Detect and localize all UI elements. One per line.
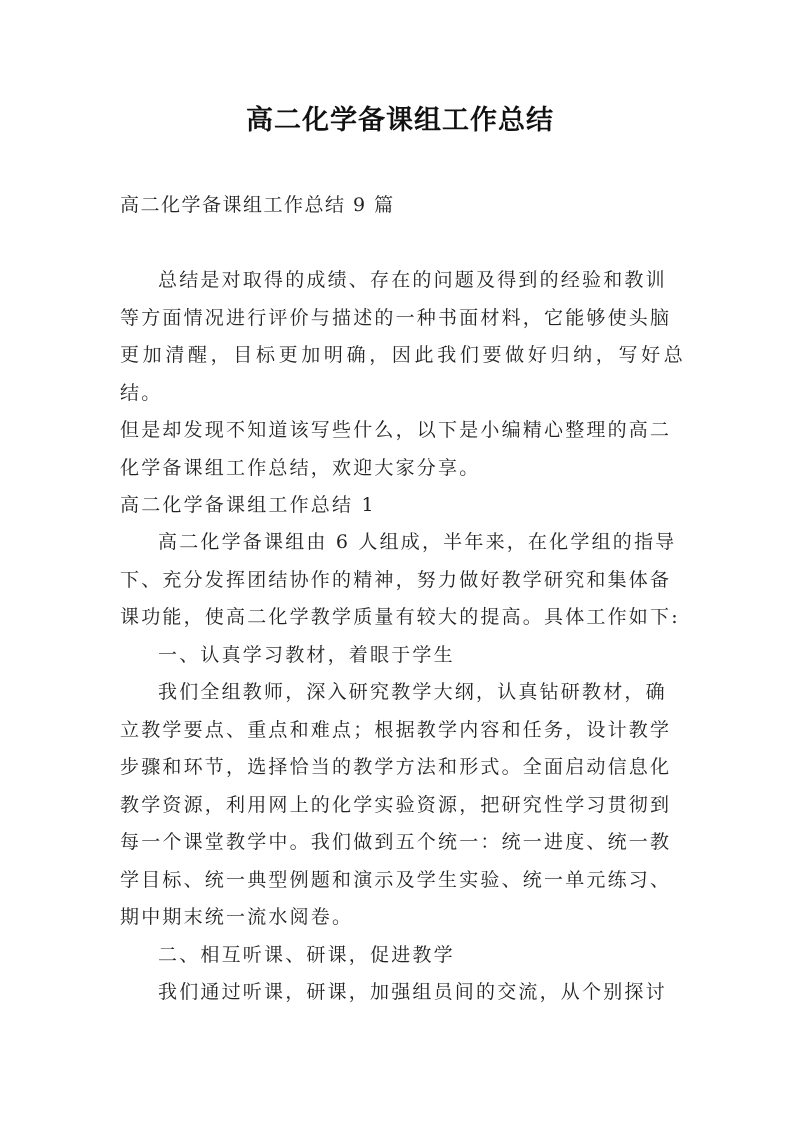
- intro-line: 更加清醒，目标更加明确，因此我们要做好归纳，写好总结。: [120, 344, 685, 404]
- section-1-heading: 高二化学备课组工作总结 1: [120, 494, 376, 516]
- paragraph-line: 期中期末统一流水阅卷。: [120, 906, 354, 928]
- paragraph-line: 教学资源，利用网上的化学实验资源，把研究性学习贯彻到: [120, 793, 672, 816]
- intro-paragraph: [120, 262, 685, 487]
- intro-line: 总结是对取得的成绩、存在的问题及得到的经验和教训: [158, 269, 667, 291]
- paragraph-line: 步骤和环节，选择恰当的教学方法和形式。全面启动信息化: [120, 756, 672, 778]
- paragraph-line: 每一个课堂教学中。我们做到五个统一：统一进度、统一教: [120, 831, 672, 853]
- point-1-heading: 一、认真学习教材，着眼于学生: [158, 643, 455, 666]
- paragraph-line: 我们全组教师，深入研究教学大纲，认真钻研教材，确: [158, 681, 667, 703]
- paragraph-line: 立教学要点、重点和难点；根据教学内容和任务，设计教学: [120, 718, 672, 741]
- intro-line: 化学备课组工作总结，欢迎大家分享。: [120, 456, 481, 479]
- paragraph-line: 我们通过听课，研课，加强组员间的交流，从个别探讨: [158, 981, 667, 1003]
- intro-line: 但是却发现不知道该写些什么，以下是小编精心整理的高二: [120, 419, 672, 441]
- document-title: 高二化学备课组工作总结: [246, 105, 554, 136]
- paragraph-line: 高二化学备课组由 6 人组成，半年来，在化学组的指导: [158, 531, 677, 553]
- paragraph-line: 下、充分发挥团结协作的精神，努力做好教学研究和集体备: [120, 568, 672, 591]
- paragraph-line: 课功能，使高二化学教学质量有较大的提高。具体工作如下:: [120, 606, 680, 628]
- document-subtitle: 高二化学备课组工作总结 9 篇: [120, 194, 395, 216]
- paragraph-line: 学目标、统一典型例题和演示及学生实验、统一单元练习、: [120, 868, 672, 891]
- section-1-body: [120, 524, 685, 1012]
- intro-line: 等方面情况进行评价与描述的一种书面材料，它能够使头脑: [120, 306, 672, 329]
- point-2-heading: 二、相互听课、研课，促进教学: [158, 943, 455, 966]
- section-heading: [120, 487, 685, 525]
